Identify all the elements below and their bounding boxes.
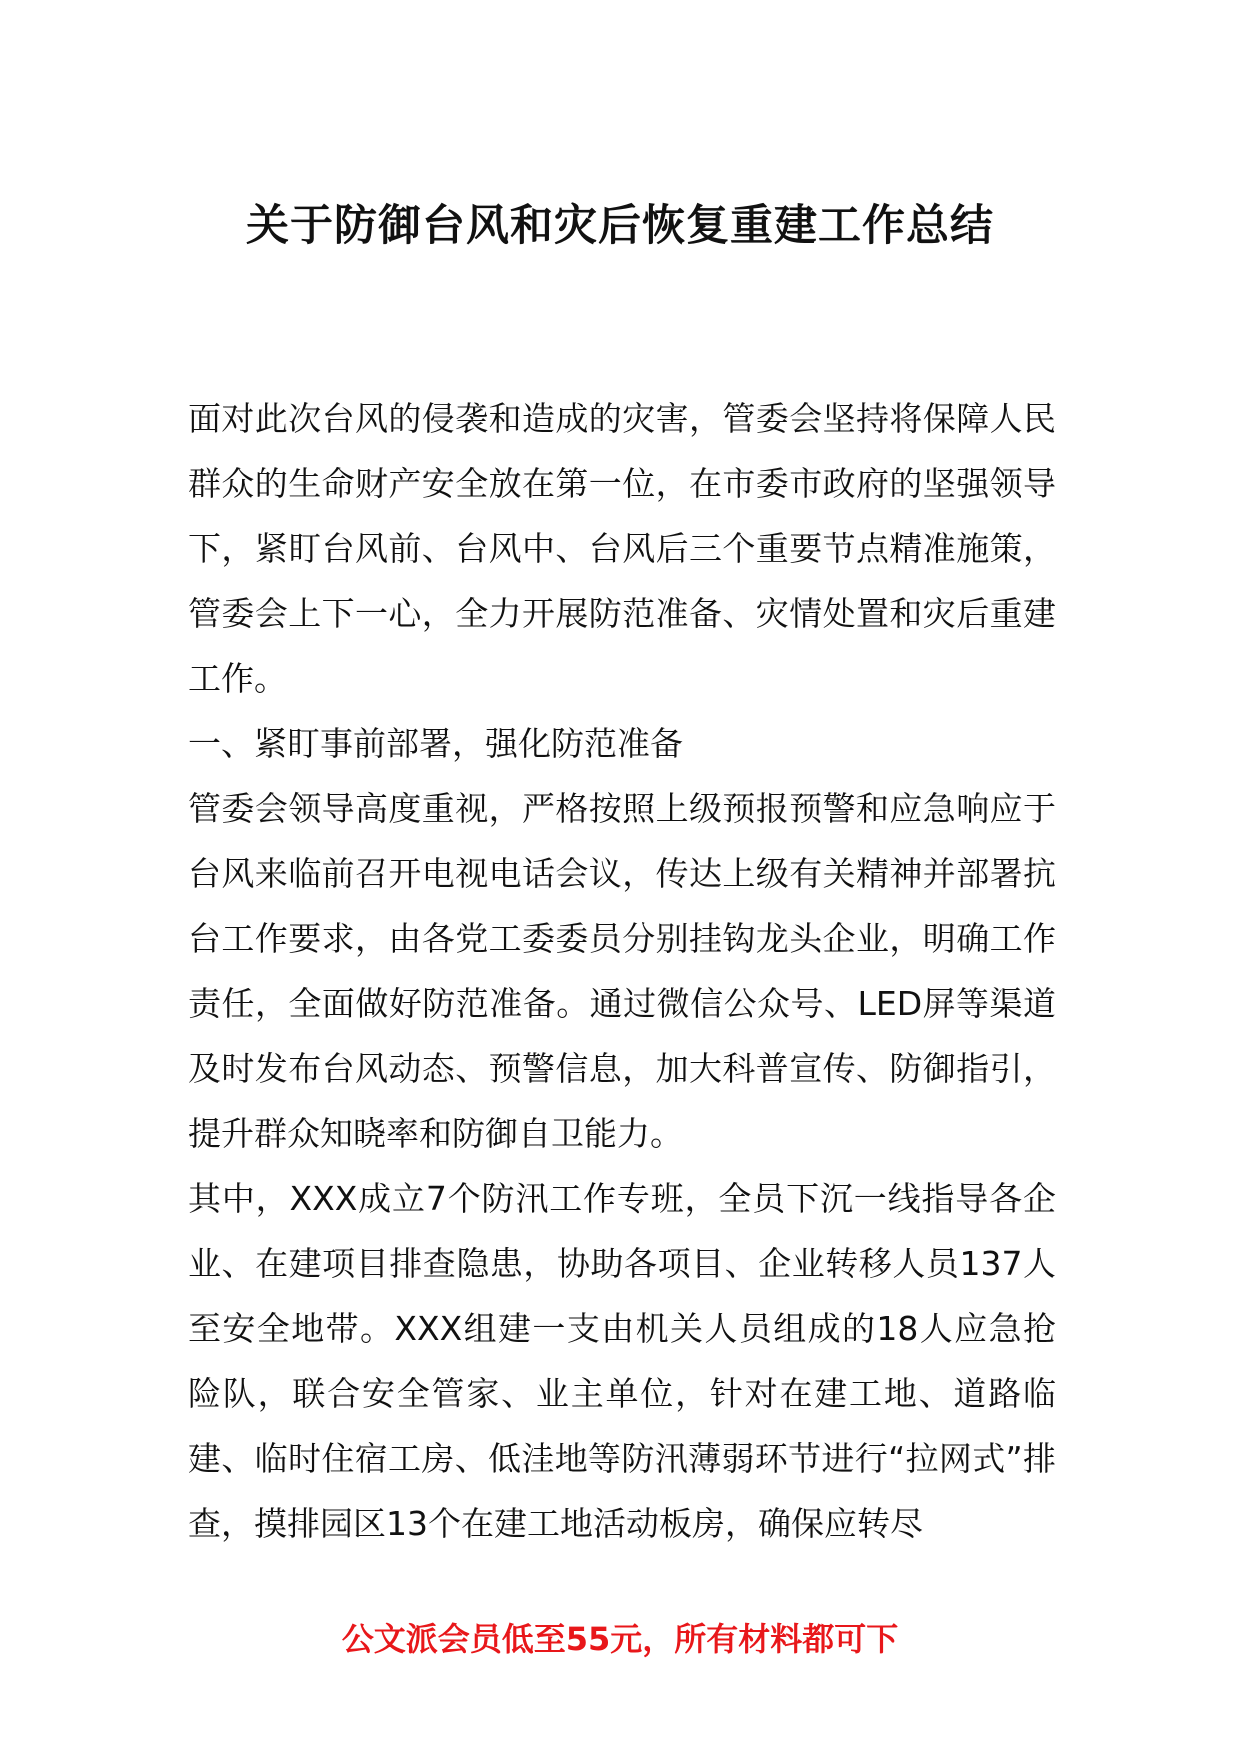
- paragraph-details: 其中，XXX成立7个防汛工作专班，全员下沉一线指导各企业、在建项目排查隐患，协助各项目、企业转移人员137人至安全地带。XXX组建一支由机关人员组成的18人应急抢险队，联合安全管家、业主单位，针对在建工地、道路临建、临时住宿工房、低洼地等防汛薄弱环节进行“拉网式”排查，摸排园区13个在建工地活动板房，确保应转尽: [188, 1179, 1056, 1543]
- paragraph-preparation: 管委会领导高度重视，严格按照上级预报预警和应急响应于台风来临前召开电视电话会议，传达上级有关精神并部署抗台工作要求，由各党工委委员分别挂钩龙头企业，明确工作责任，全面做好防范准备。通过微信公众号、LED屏等渠道及时发布台风动态、预警信息，加大科普宣传、防御指引，提升群众知晓率和防御自卫能力。: [188, 789, 1056, 1153]
- footer-promo-text: 公文派会员低至55元，所有材料都可下: [341, 1620, 899, 1658]
- paragraph-intro: 面对此次台风的侵袭和造成的灾害，管委会坚持将保障人民群众的生命财产安全放在第一位，在市委市政府的坚强领导下，紧盯台风前、台风中、台风后三个重要节点精准施策，管委会上下一心，全力开展防范准备、灾情处置和灾后重建工作。: [188, 399, 1056, 698]
- document-body: [188, 386, 1056, 1556]
- document-title: 关于防御台风和灾后恢复重建工作总结: [246, 201, 994, 251]
- section-heading-1: 一、紧盯事前部署，强化防范准备: [188, 724, 683, 763]
